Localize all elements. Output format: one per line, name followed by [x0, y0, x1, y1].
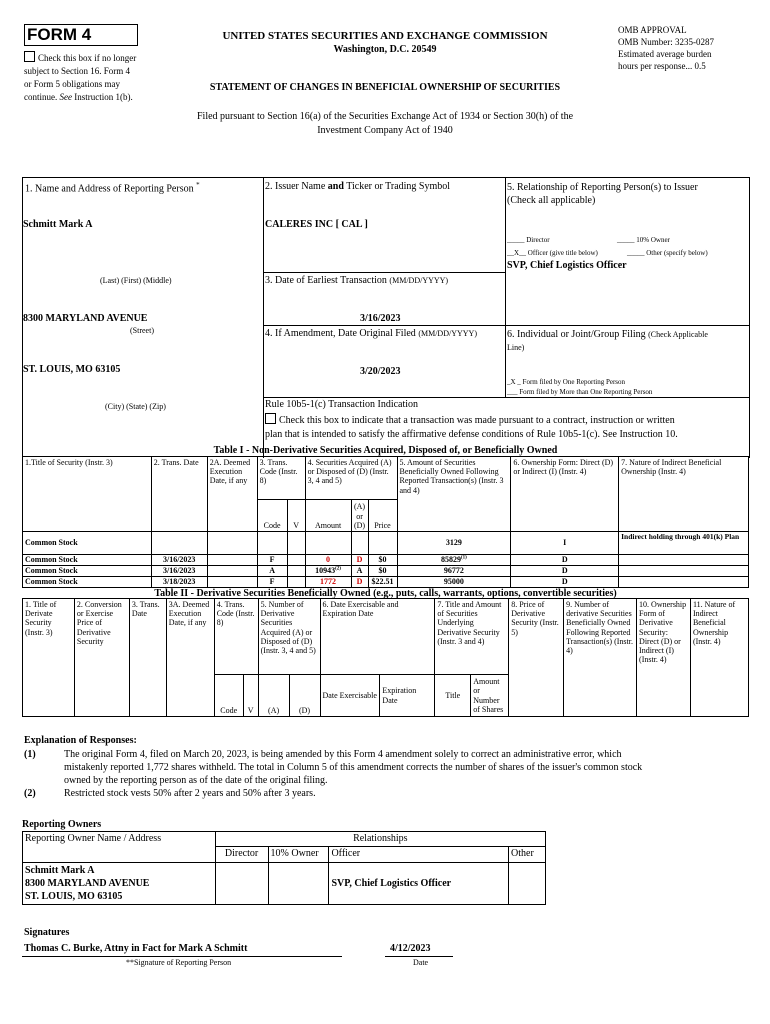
- table-row: [23, 577, 749, 588]
- footnote-1-line-3: owned by the reporting person as of the date of the original filing.: [64, 775, 328, 786]
- row-price: $0: [368, 555, 397, 566]
- checkbox-text-1: Check this box if no longer: [38, 53, 137, 63]
- row-owned-footnote: (1): [460, 555, 467, 561]
- box5-label-1: 5. Relationship of Reporting Person(s) to Issuer: [507, 182, 698, 193]
- explanation-heading: Explanation of Responses:: [24, 735, 137, 746]
- t1-h7: 7. Nature of Indirect Beneficial Ownership (Instr. 4): [619, 457, 749, 532]
- row-code: F: [257, 577, 287, 588]
- director-option: _____ Director: [507, 236, 550, 244]
- box5-label-2: (Check all applicable): [507, 195, 596, 206]
- owners-heading: Reporting Owners: [22, 819, 102, 830]
- row-amount: 1772: [305, 577, 351, 588]
- issuer-name: CALERES INC [ CAL ]: [265, 219, 368, 230]
- box5-label: [507, 181, 698, 207]
- omb-block: [618, 24, 714, 72]
- row-amount-footnote: (2): [335, 566, 341, 572]
- footnote-1-line-2: mistakenly reported 1,772 shares withheld. The total in Column 5 of this amendment corrects the number of shares of the issuer's common stock: [64, 762, 643, 773]
- row-form: D: [511, 566, 619, 577]
- box3-format: (MM/DD/YYYY): [389, 276, 449, 285]
- row-title: Common Stock: [23, 566, 152, 577]
- row-aod: A: [351, 566, 368, 577]
- t2-h5: 5. Number of Derivative Securities Acquired (A) or Disposed of (D) (Instr. 3, 4 and 5): [258, 599, 320, 675]
- name-hint: (Last) (First) (Middle): [100, 276, 172, 285]
- form-title-box: [24, 24, 138, 46]
- omb-hours: hours per response... 0.5: [618, 61, 706, 71]
- t2-h3: 3. Trans. Date: [129, 599, 166, 717]
- row-owned: 3129: [397, 532, 511, 555]
- filing-option-more: ___ Form filed by More than One Reporting Person: [507, 388, 653, 396]
- owners-col-owner: 10% Owner: [268, 847, 329, 863]
- rule-text-1: Check this box to indicate that a transaction was made pursuant to a contract, instruction or written: [279, 415, 675, 426]
- footnote-2-text: Restricted stock vests 50% after 2 years and 50% after 3 years.: [64, 788, 316, 799]
- filing-option-one: _X _ Form filed by One Reporting Person: [507, 378, 626, 386]
- rule-text: [265, 413, 749, 442]
- t2-h1: 1. Title of Derivate Security (Instr. 3): [23, 599, 75, 717]
- t2-h9: 9. Number of derivative Securities Beneficially Owned Following Reported Transaction(s) (Instr. 4): [564, 599, 637, 717]
- t1-h2: 2. Trans. Date: [151, 457, 207, 532]
- rule-checkbox[interactable]: [265, 413, 276, 424]
- row-title: Common Stock: [23, 555, 152, 566]
- box4-format: (MM/DD/YYYY): [418, 329, 477, 338]
- other-option: _____ Other (specify below): [627, 249, 708, 257]
- commission-name: UNITED STATES SECURITIES AND EXCHANGE COMMISSION: [222, 30, 548, 42]
- statement-title: STATEMENT OF CHANGES IN BENEFICIAL OWNERSHIP OF SECURITIES: [209, 82, 561, 93]
- t2-sub-code: Code: [214, 675, 243, 717]
- original-filed-date: 3/20/2023: [360, 366, 401, 377]
- city-hint: (City) (State) (Zip): [105, 402, 166, 411]
- row-aod: D: [351, 555, 368, 566]
- owners-row: [23, 863, 546, 905]
- row-code: A: [257, 566, 287, 577]
- table-row: [23, 555, 749, 566]
- filed-line-2: Investment Company Act of 1940: [317, 125, 453, 136]
- signer-name: Thomas C. Burke, Attny in Fact for Mark A Schmitt: [24, 943, 248, 954]
- t1-h5: 5. Amount of Securities Beneficially Owned Following Reported Transaction(s) (Instr. 3 and 4): [397, 457, 511, 532]
- reporting-person-street: 8300 MARYLAND AVENUE: [23, 313, 148, 324]
- row-form: D: [511, 555, 619, 566]
- table-row: [23, 532, 749, 555]
- footnote-1-line-1: The original Form 4, filed on March 20, 2023, is being amended by this Form 4 amendment solely to correct an administrative error, which: [64, 749, 622, 760]
- t1-h2a: 2A. Deemed Execution Date, if any: [207, 457, 257, 532]
- row-aod: D: [351, 577, 368, 588]
- row-title: Common Stock: [23, 577, 152, 588]
- row-title: Common Stock: [23, 532, 152, 555]
- t2-sub-v: V: [243, 675, 258, 717]
- date-caption: Date: [413, 958, 429, 967]
- box4-label-text: 4. If Amendment, Date Original Filed: [265, 328, 416, 339]
- no-longer-subject-checkbox[interactable]: [24, 51, 35, 62]
- table-row: [23, 566, 749, 577]
- officer-option: __X__ Officer (give title below): [507, 249, 598, 257]
- t2-h3a: 3A. Deemed Execution Date, if any: [166, 599, 214, 717]
- box4-label: [265, 328, 477, 339]
- t1-sub-price: Price: [368, 500, 397, 532]
- box1-star: *: [196, 181, 200, 189]
- row-form: D: [511, 577, 619, 588]
- row-date: 3/16/2023: [151, 566, 207, 577]
- owners-col-other: Other: [509, 847, 546, 863]
- t2-sub-exercisable: Date Exercisable: [320, 675, 380, 717]
- commission-city: Washington, D.C. 20549: [333, 44, 437, 55]
- filed-pursuant: [100, 110, 670, 138]
- row-nature: Indirect holding through 401(k) Plan: [619, 532, 749, 555]
- rule-label: Rule 10b5-1(c) Transaction Indication: [265, 399, 419, 410]
- t1-sub-v: V: [287, 500, 305, 532]
- footnote-1: [24, 748, 744, 787]
- checkbox-text-4: continue.: [24, 92, 58, 102]
- earliest-transaction-date: 3/16/2023: [360, 313, 401, 324]
- omb-approval: OMB APPROVAL: [618, 25, 687, 35]
- owner-street: 8300 MARYLAND AVENUE: [25, 878, 150, 889]
- box2-label-and: and: [327, 181, 344, 192]
- box6-label: [507, 328, 747, 354]
- omb-burden: Estimated average burden: [618, 49, 712, 59]
- box2-label-2: Ticker or Trading Symbol: [346, 181, 451, 192]
- t1-h1: 1.Title of Security (Instr. 3): [23, 457, 152, 532]
- box1-label-text: 1. Name and Address of Reporting Person: [25, 183, 194, 195]
- row-amount: 10943: [315, 566, 336, 575]
- footnote-2: [24, 788, 744, 799]
- row-owned: 95000: [397, 577, 511, 588]
- row-code: F: [257, 555, 287, 566]
- owner-city: ST. LOUIS, MO 63105: [25, 891, 123, 902]
- form-title: FORM 4: [27, 25, 92, 44]
- row-form: I: [511, 532, 619, 555]
- checkbox-text-5: Instruction 1(b).: [74, 92, 133, 102]
- rule-text-2: plan that is intended to satisfy the affirmative defense conditions of Rule 10b5-1(c). See Instruction 10.: [265, 429, 678, 440]
- t2-h10: 10. Ownership Form of Derivative Security: Direct (D) or Indirect (I) (Instr. 4): [637, 599, 691, 717]
- table1-title: Table I - Non-Derivative Securities Acquired, Disposed of, or Beneficially Owned: [213, 445, 558, 456]
- signature-caption: **Signature of Reporting Person: [126, 958, 232, 967]
- owners-col-director: Director: [215, 847, 268, 863]
- checkbox-text-see: See: [59, 92, 72, 102]
- box2-label: [265, 181, 450, 192]
- table2-title: Table II - Derivative Securities Beneficially Owned (e.g., puts, calls, warrants, options, convertible securities): [154, 588, 617, 599]
- row-date: 3/16/2023: [151, 555, 207, 566]
- t2-sub-a: (A): [258, 675, 289, 717]
- ten-percent-owner-option: _____ 10% Owner: [617, 236, 670, 244]
- owner-officer-title: SVP, Chief Logistics Officer: [329, 863, 509, 905]
- signatures-heading: Signatures: [24, 927, 70, 938]
- box3-label-text: 3. Date of Earliest Transaction: [265, 275, 387, 286]
- filed-line-1: Filed pursuant to Section 16(a) of the Securities Exchange Act of 1934 or Section 30(h) of the: [196, 111, 574, 122]
- checkbox-text-2: subject to Section 16. Form 4: [24, 66, 130, 76]
- row-date: 3/18/2023: [151, 577, 207, 588]
- owners-col-officer: Officer: [329, 847, 509, 863]
- street-hint: (Street): [130, 326, 154, 335]
- t2-h7: 7. Title and Amount of Securities Underlying Derivative Security (Instr. 3 and 4): [435, 599, 509, 675]
- reporting-person-city: ST. LOUIS, MO 63105: [23, 364, 121, 375]
- officer-title: SVP, Chief Logistics Officer: [507, 260, 627, 271]
- t2-h8: 8. Price of Derivative Security (Instr. 5): [509, 599, 564, 717]
- t2-h6: 6. Date Exercisable and Expiration Date: [320, 599, 435, 675]
- box6-label-text: 6. Individual or Joint/Group Filing: [507, 329, 646, 340]
- owners-table: [22, 831, 546, 905]
- row-amount: 0: [305, 555, 351, 566]
- checkbox-text-3: or Form 5 obligations may: [24, 79, 120, 89]
- t1-h4: 4. Securities Acquired (A) or Disposed of (D) (Instr. 3, 4 and 5): [305, 457, 397, 500]
- t2-sub-d: (D): [289, 675, 320, 717]
- row-price: $0: [368, 566, 397, 577]
- box2-label-1: 2. Issuer Name: [265, 181, 326, 192]
- t1-h6: 6. Ownership Form: Direct (D) or Indirect (I) (Instr. 4): [511, 457, 619, 532]
- owners-col-relationships: Relationships: [215, 832, 545, 847]
- no-longer-subject-block: [24, 51, 164, 104]
- owners-col-name: Reporting Owner Name / Address: [23, 832, 216, 863]
- table2: [22, 598, 749, 717]
- t1-sub-amount: Amount: [305, 500, 351, 532]
- box1-label: [25, 181, 200, 194]
- footnote-2-number: (2): [24, 788, 36, 799]
- signature-date: 4/12/2023: [390, 943, 431, 954]
- omb-number: OMB Number: 3235-0287: [618, 37, 714, 47]
- box6-note: (Check Applicable: [648, 330, 708, 339]
- t2-sub-amount: Amount or Number of Shares: [471, 675, 509, 717]
- t2-h4: 4. Trans. Code (Instr. 8): [214, 599, 258, 675]
- t1-sub-aod: (A) or (D): [351, 500, 368, 532]
- table1: [22, 456, 749, 588]
- footnote-1-number: (1): [24, 749, 36, 760]
- row-owned: 96772: [397, 566, 511, 577]
- row-price: $22.51: [368, 577, 397, 588]
- box3-label: [265, 275, 448, 286]
- t2-sub-expiration: Expiration Date: [380, 675, 435, 717]
- owner-name: Schmitt Mark A: [25, 865, 95, 876]
- box6-note-2: Line): [507, 343, 525, 352]
- row-owned: 85829: [440, 555, 461, 564]
- t2-h2: 2. Conversion or Exercise Price of Derivative Security: [74, 599, 129, 717]
- t1-sub-code: Code: [257, 500, 287, 532]
- t2-h11: 11. Nature of Indirect Beneficial Ownership (Instr. 4): [690, 599, 748, 717]
- t2-sub-title: Title: [435, 675, 471, 717]
- reporting-person-name: Schmitt Mark A: [23, 219, 93, 230]
- t1-h3: 3. Trans. Code (Instr. 8): [257, 457, 305, 500]
